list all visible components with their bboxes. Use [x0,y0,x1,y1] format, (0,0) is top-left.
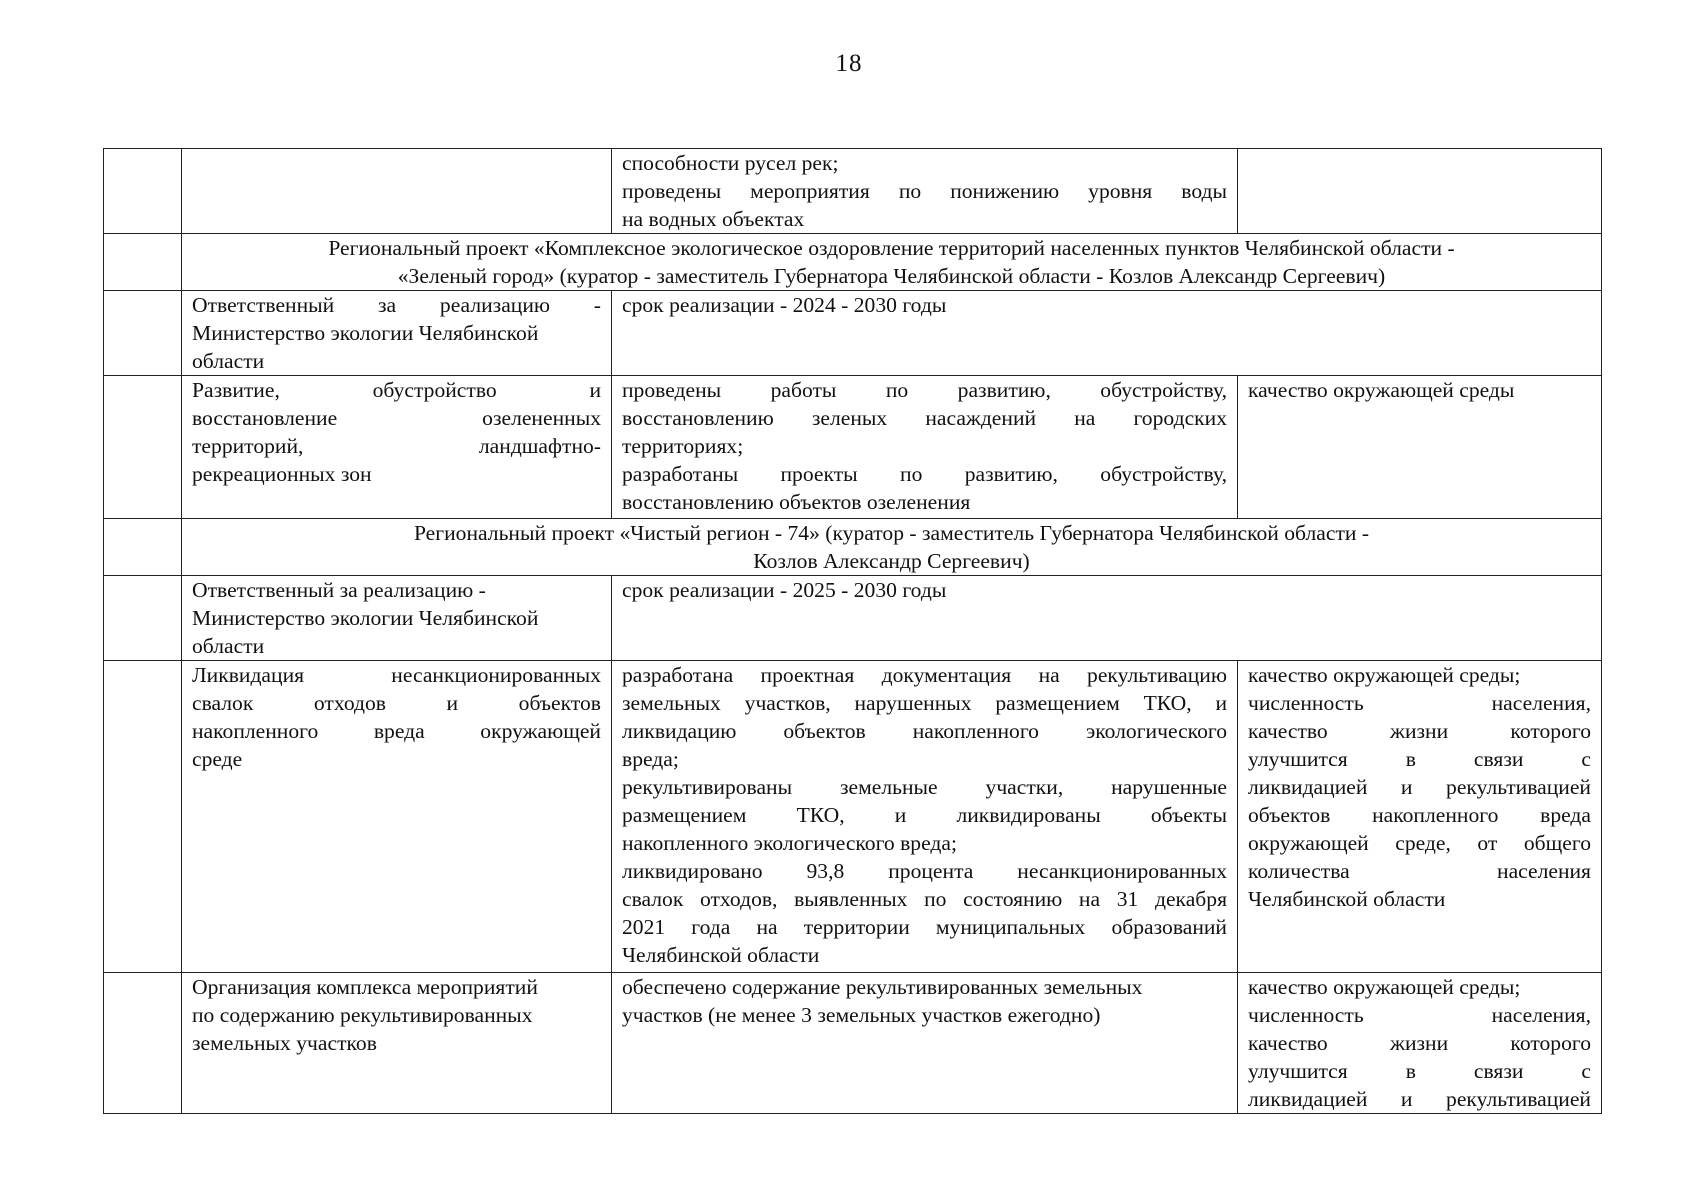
text-line: восстановлению зеленых насаждений на городских [622,406,1227,430]
text-line: земельных участков, нарушенных размещением ТКО, и [622,691,1227,715]
text-line: Ликвидация несанкционированных [192,663,601,687]
result-cell [612,973,1238,1114]
text-line: ликвидацией и рекультивацией [1248,775,1591,799]
page-number: 18 [835,50,863,77]
text-line: «Зеленый город» (куратор - заместитель Губернатора Челябинской области - Козлов Александр Сергеевич) [397,264,1386,288]
indicator-cell [1238,973,1602,1114]
text-line: рекреационных зон [192,462,372,486]
text-line: накопленного экологического вреда; [622,831,957,855]
text-line: качество окружающей среды; [1248,975,1521,999]
text-line: способности русел рек; [622,151,839,175]
result-cell [612,376,1238,519]
text-line: качество окружающей среды; [1248,663,1521,687]
text-line: объектов накопленного вреда [1248,803,1591,827]
text-line: Ответственный за реализацию - [192,578,486,602]
row-number-cell [104,291,182,376]
text-line: территориях; [622,434,744,458]
text-line: проведены мероприятия по понижению уровня воды [622,179,1227,203]
task-cell [182,149,612,234]
row-number-cell [104,576,182,661]
table-row [104,661,1602,973]
indicator-cell [1238,149,1602,234]
text-line: области [192,634,265,658]
text-line: численность населения, [1248,1003,1591,1027]
text-line: Министерство экологии Челябинской [192,606,539,630]
text-line: Челябинской области [1248,887,1446,911]
responsible-cell [182,576,612,661]
row-number-cell [104,519,182,576]
text-line: Организация комплекса мероприятий [192,975,538,999]
text-line: качество жизни которого [1248,719,1591,743]
program-table [103,148,1602,1114]
text-line: окружающей среде, от общего [1248,831,1591,855]
text-line: улучшится в связи с [1248,747,1591,771]
result-cell [612,149,1238,234]
text-line: на водных объектах [622,207,805,231]
text-line: Региональный проект «Комплексное экологическое оздоровление территорий населенных пунктов Челябинской области - [328,236,1455,260]
table-row [104,576,1602,661]
row-number-cell [104,234,182,291]
text-line: Ответственный за реализацию - [192,293,601,317]
text-line: Челябинской области [622,943,820,967]
text-line: рекультивированы земельные участки, нарушенные [622,775,1227,799]
term-cell: срок реализации - 2024 - 2030 годы [612,291,1602,376]
task-cell [182,973,612,1114]
text-line: улучшится в связи с [1248,1059,1591,1083]
indicator-cell [1238,376,1602,519]
text-line: по содержанию рекультивированных [192,1003,533,1027]
text-line: разработана проектная документация на рекультивацию [622,663,1227,687]
text-line: ликвидацию объектов накопленного экологического [622,719,1227,743]
text-line: размещением ТКО, и ликвидированы объекты [622,803,1227,827]
task-cell [182,376,612,519]
row-number-cell [104,661,182,973]
text-line: Развитие, обустройство и [192,378,601,402]
table-row [104,291,1602,376]
section-header-row [104,234,1602,291]
text-line: количества населения [1248,859,1591,883]
row-number-cell [104,149,182,234]
text-line: качество окружающей среды [1248,378,1515,402]
section-title-green-city [182,234,1602,291]
text-line: Региональный проект «Чистый регион - 74» (куратор - заместитель Губернатора Челябинской области - [413,521,1370,545]
text-line: Козлов Александр Сергеевич) [753,549,1030,573]
section-header-row [104,519,1602,576]
row-number-cell [104,376,182,519]
table-row [104,149,1602,234]
table-row [104,973,1602,1114]
text-line: участков (не менее 3 земельных участков ежегодно) [622,1003,1101,1027]
text-line: вреда; [622,747,679,771]
text-line: проведены работы по развитию, обустройству, [622,378,1227,402]
text-line: Министерство экологии Челябинской [192,321,539,345]
row-number-cell [104,973,182,1114]
text-line: численность населения, [1248,691,1591,715]
text-line: качество жизни которого [1248,1031,1591,1055]
text-line: ликвидацией и рекультивацией [1248,1087,1591,1111]
term-cell: срок реализации - 2025 - 2030 годы [612,576,1602,661]
text-line: свалок отходов и объектов [192,691,601,715]
text-line: земельных участков [192,1031,377,1055]
indicator-cell [1238,661,1602,973]
table-row [104,376,1602,519]
text-line: обеспечено содержание рекультивированных земельных [622,975,1143,999]
text-line: 2021 года на территории муниципальных образований [622,915,1227,939]
result-cell [612,661,1238,973]
text-line: области [192,349,265,373]
text-line: восстановление озелененных [192,406,601,430]
responsible-cell [182,291,612,376]
text-line: территорий, ландшафтно- [192,434,601,458]
text-line: накопленного вреда окружающей [192,719,601,743]
task-cell [182,661,612,973]
text-line: восстановлению объектов озеленения [622,490,971,514]
section-title-clean-region [182,519,1602,576]
text-line: разработаны проекты по развитию, обустройству, [622,462,1227,486]
text-line: среде [192,747,243,771]
text-line: ликвидировано 93,8 процента несанкционированных [622,859,1227,883]
text-line: свалок отходов, выявленных по состоянию на 31 декабря [622,887,1227,911]
